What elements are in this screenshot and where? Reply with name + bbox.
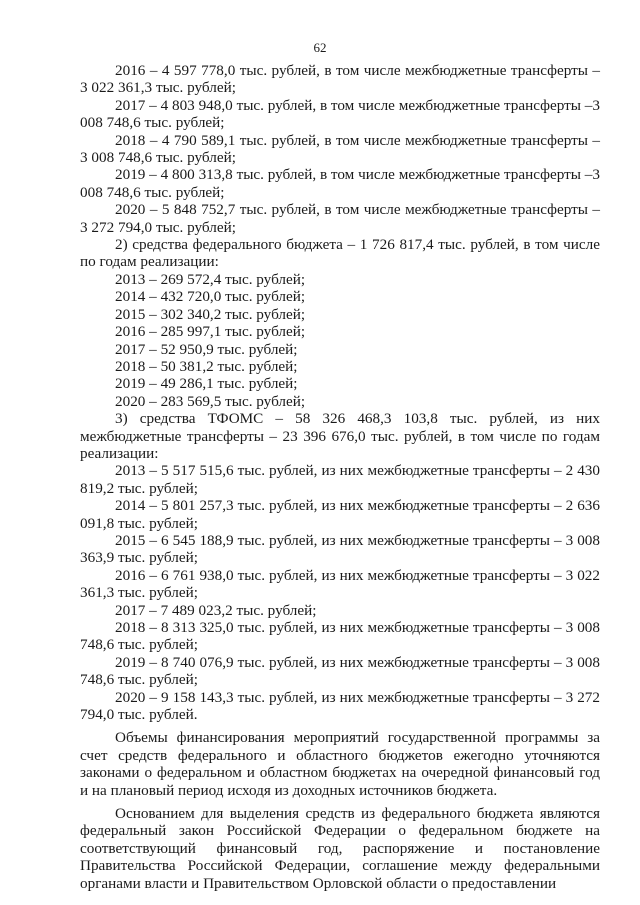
federal-2015: 2015 – 302 340,2 тыс. рублей; [115, 305, 306, 323]
tfoms-2020: 2020 – 9 158 143,3 тыс. рублей, из них межбюджетные трансферты – 3 272 794,0 тыс. рублей. [80, 688, 600, 724]
tfoms-2018: 2018 – 8 313 325,0 тыс. рублей, из них межбюджетные трансферты – 3 008 748,6 тыс. рублей; [80, 619, 600, 654]
paragraph-financing-volumes: Объемы финансирования мероприятий государственной программы за счет средств федерального и областного бюджетов ежегодно уточняются законами о федеральном и областном бюджетах на очередной финансовый год и на плановый период исходя из доходных источников бюджета. [80, 729, 600, 799]
tfoms-2016: 2016 – 6 761 938,0 тыс. рублей, из них межбюджетные трансферты – 3 022 361,3 тыс. рублей; [80, 566, 600, 602]
paragraph-2018-regional: 2018 – 4 790 589,1 тыс. рублей, в том числе межбюджетные трансферты – 3 008 748,6 тыс. рублей; [80, 131, 600, 167]
tfoms-2014: 2014 – 5 801 257,3 тыс. рублей, из них межбюджетные трансферты – 2 636 091,8 тыс. рублей; [80, 497, 600, 532]
tfoms-2017: 2017 – 7 489 023,2 тыс. рублей; [115, 601, 317, 619]
paragraph-federal-basis: Основанием для выделения средств из федерального бюджета являются федеральный закон Российской Федерации о федеральном бюджете на соответствующий финансовый год, распоряжение и постановление Правительства Российской Федерации, соглашение между федеральными органами власти и Правительством Орловской области о предоставлении [80, 805, 600, 892]
federal-2017: 2017 – 52 950,9 тыс. рублей; [115, 340, 298, 358]
document-body [80, 62, 600, 892]
paragraph-2017-regional: 2017 – 4 803 948,0 тыс. рублей, в том числе межбюджетные трансферты –3 008 748,6 тыс. рублей; [80, 96, 600, 132]
federal-2013: 2013 – 269 572,4 тыс. рублей; [115, 270, 306, 288]
paragraph-federal-budget: 2) средства федерального бюджета – 1 726 817,4 тыс. рублей, в том числе по годам реализации: [80, 236, 600, 271]
federal-2014: 2014 – 432 720,0 тыс. рублей; [115, 288, 306, 306]
federal-2020: 2020 – 283 569,5 тыс. рублей; [115, 392, 306, 410]
paragraph-tfoms: 3) средства ТФОМС – 58 326 468,3 103,8 тыс. рублей, из них межбюджетные трансферты – 23 396 676,0 тыс. рублей, в том числе по годам реализации: [80, 410, 600, 462]
tfoms-2019: 2019 – 8 740 076,9 тыс. рублей, из них межбюджетные трансферты – 3 008 748,6 тыс. рублей; [80, 653, 600, 689]
tfoms-2015: 2015 – 6 545 188,9 тыс. рублей, из них межбюджетные трансферты – 3 008 363,9 тыс. рублей; [80, 531, 600, 567]
federal-2016: 2016 – 285 997,1 тыс. рублей; [115, 323, 306, 341]
federal-2018: 2018 – 50 381,2 тыс. рублей; [115, 357, 298, 375]
page-number: 62 [313, 40, 327, 55]
tfoms-2013: 2013 – 5 517 515,6 тыс. рублей, из них межбюджетные трансферты – 2 430 819,2 тыс. рублей; [80, 462, 600, 497]
paragraph-2020-regional: 2020 – 5 848 752,7 тыс. рублей, в том числе межбюджетные трансферты – 3 272 794,0 тыс. рублей; [80, 201, 600, 236]
paragraph-2016-regional: 2016 – 4 597 778,0 тыс. рублей, в том числе межбюджетные трансферты – 3 022 361,3 тыс. рублей; [80, 62, 600, 97]
federal-2019: 2019 – 49 286,1 тыс. рублей; [115, 375, 298, 393]
paragraph-2019-regional: 2019 – 4 800 313,8 тыс. рублей, в том числе межбюджетные трансферты –3 008 748,6 тыс. рублей; [80, 166, 600, 201]
